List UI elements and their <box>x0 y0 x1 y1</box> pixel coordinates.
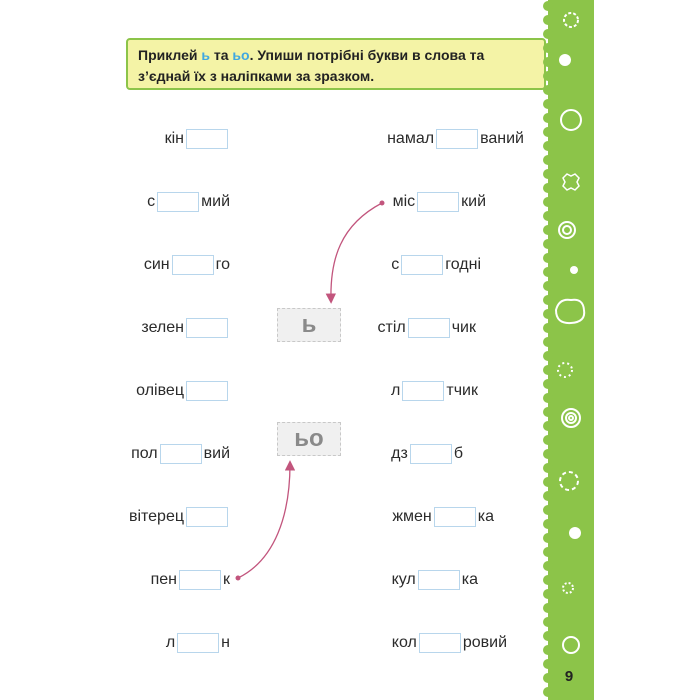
word-part-before: вітерец <box>128 508 184 525</box>
word-part-before: л <box>391 382 401 399</box>
ring-icon <box>561 110 581 130</box>
word-part-after: ка <box>461 571 478 588</box>
word-part-before: с <box>391 256 400 273</box>
word-part-before: намал <box>387 130 435 147</box>
word-part-after: мий <box>201 193 230 210</box>
page-number: 9 <box>564 668 574 685</box>
dotted-ring-icon <box>558 363 572 377</box>
sticker-soft-sign-o[interactable]: ьо <box>277 422 341 456</box>
flower-outline-icon <box>563 174 579 190</box>
dot-icon <box>569 527 581 539</box>
word-part-after: н <box>221 634 230 651</box>
word-part-before: пен <box>150 571 177 588</box>
blob-outline-icon <box>556 300 584 323</box>
word-part-before: пол <box>131 445 158 462</box>
word-part-after: тчик <box>446 382 478 399</box>
word-part-after: ровий <box>462 634 507 651</box>
instruction-text-2: та <box>210 47 233 63</box>
dotted-ring-icon <box>564 13 578 27</box>
word-part-before: дз <box>391 445 408 462</box>
word-part-before: жмен <box>392 508 432 525</box>
starburst-icon <box>563 583 573 593</box>
dot-icon <box>570 266 578 274</box>
word-part-after: кий <box>461 193 486 210</box>
ring-icon <box>563 637 579 653</box>
word-part-after: го <box>215 256 230 273</box>
word-part-before: кін <box>164 130 184 147</box>
instruction-letter-soft-sign: ь <box>201 47 210 63</box>
dotted-ring-icon <box>560 472 578 490</box>
word-part-after: вий <box>203 445 230 462</box>
word-part-before: стіл <box>377 319 406 336</box>
ring-icon <box>562 409 580 427</box>
word-part-after: ваний <box>480 130 524 147</box>
word-part-before: міс <box>392 193 416 210</box>
dot-icon <box>559 54 571 66</box>
sticker-soft-sign[interactable]: ь <box>277 308 341 342</box>
word-part-after: ка <box>477 508 494 525</box>
instruction-text-1: Приклей <box>138 47 202 63</box>
word-part-after: б <box>453 445 463 462</box>
word-part-after: чик <box>451 319 476 336</box>
word-part-before: с <box>147 193 156 210</box>
instruction-text-3: . Упиши потрібні букви в слова та з’єднай їх з наліпками за зразком. <box>138 47 485 84</box>
word-part-before: кул <box>391 571 416 588</box>
word-part-after: к <box>223 571 230 588</box>
word-part-after: годні <box>445 256 481 273</box>
double-ring-icon <box>559 222 575 238</box>
word-part-before: зелен <box>141 319 184 336</box>
instruction-letter-soft-sign-o: ьо <box>232 47 250 63</box>
word-part-before: кол <box>391 634 417 651</box>
word-part-before: олівец <box>136 382 184 399</box>
word-part-before: л <box>165 634 176 651</box>
word-part-before: син <box>143 256 170 273</box>
